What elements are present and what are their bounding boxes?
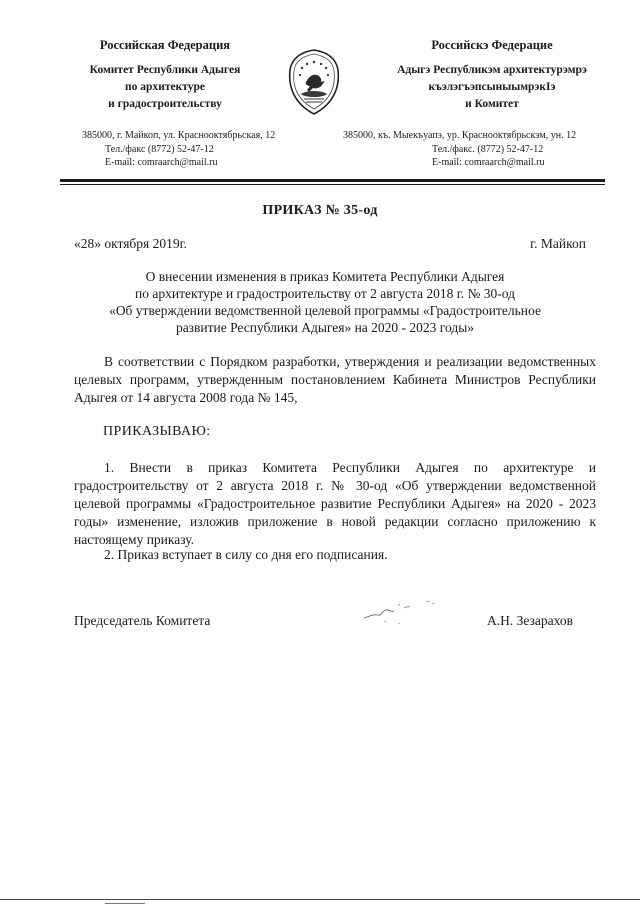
header-left-country: Российская Федерация (99, 38, 231, 52)
header-left-org-line3: и градостроительству (108, 98, 222, 110)
order-word: ПРИКАЗЫВАЮ: (103, 424, 211, 439)
header-left-email: E-mail: comraarch@mail.ru (105, 157, 218, 168)
header-right-address: 385000, къ. Мыекъуапэ, ур. Краснооктябрьскэм, ун. 12 (343, 130, 577, 141)
header-divider-thin (60, 184, 605, 185)
document-subject (70, 268, 580, 336)
document-date: «28» октября 2019г. (74, 236, 188, 251)
header-right (372, 38, 612, 113)
scan-edge-mark (105, 903, 145, 904)
header-right-org-line2: къэлэгъэпсыныымрэкIэ (428, 81, 556, 93)
header-right-org-line1: Адыгэ Республикэм архитектурэмрэ (397, 64, 587, 76)
header-left-phone: Тел./факс (8772) 52-47-12 (105, 144, 214, 155)
order-item-1: 1. Внести в приказ Комитета Республики Адыгея по архитектуре и градостроительству от 2 августа 2018 г. № 30-од «Об утверждении ведомственной целевой программы «Градостроительное развитие Республики Адыгея» на 2020 - 2023 годы» изменение, изложив приложение в новой редакции согласно приложению к настоящему приказу. (74, 460, 596, 547)
header-right-country: Российскэ Федерацие (431, 38, 553, 52)
document-title: ПРИКАЗ № 35-од (262, 203, 378, 218)
subject-line: развитие Республики Адыгея» на 2020 - 2023 годы» (175, 320, 475, 335)
header-right-phone: Тел./факс. (8772) 52-47-12 (432, 144, 544, 155)
header-left-org-line1: Комитет Республики Адыгея (89, 64, 241, 76)
header-left-contacts (105, 143, 218, 169)
coat-of-arms-emblem-icon (287, 48, 341, 116)
basis-text: В соответствии с Порядком разработки, утверждения и реализации ведомственных целевых программ, утвержденным постановлением Кабинета Министров Республики Адыгея от 14 августа 2008 года № 145, (74, 354, 596, 405)
subject-line: по архитектуре и градостроительству от 2 августа 2018 г. № 30-од (135, 286, 515, 301)
signer-name: А.Н. Зезарахов (487, 613, 573, 628)
order-item-2: 2. Приказ вступает в силу со дня его подписания. (104, 547, 388, 562)
header-right-contacts (432, 143, 545, 169)
header-right-org-line3: и Комитет (465, 98, 519, 110)
subject-line: «Об утверждении ведомственной целевой программы «Градостроительное (109, 303, 541, 318)
header-divider-thick (60, 179, 605, 182)
basis-paragraph (74, 353, 596, 407)
handwritten-signature (360, 598, 440, 628)
scan-edge-line (0, 899, 640, 900)
header-left (60, 38, 270, 113)
header-right-email: E-mail: comraarch@mail.ru (432, 157, 545, 168)
header-left-address: 385000, г. Майкоп, ул. Краснооктябрьская, 12 (82, 130, 276, 141)
document-city: г. Майкоп (530, 236, 586, 251)
subject-line: О внесении изменения в приказ Комитета Республики Адыгея (145, 269, 505, 284)
header-left-org-line2: по архитектуре (125, 81, 205, 93)
signer-position: Председатель Комитета (74, 613, 211, 628)
